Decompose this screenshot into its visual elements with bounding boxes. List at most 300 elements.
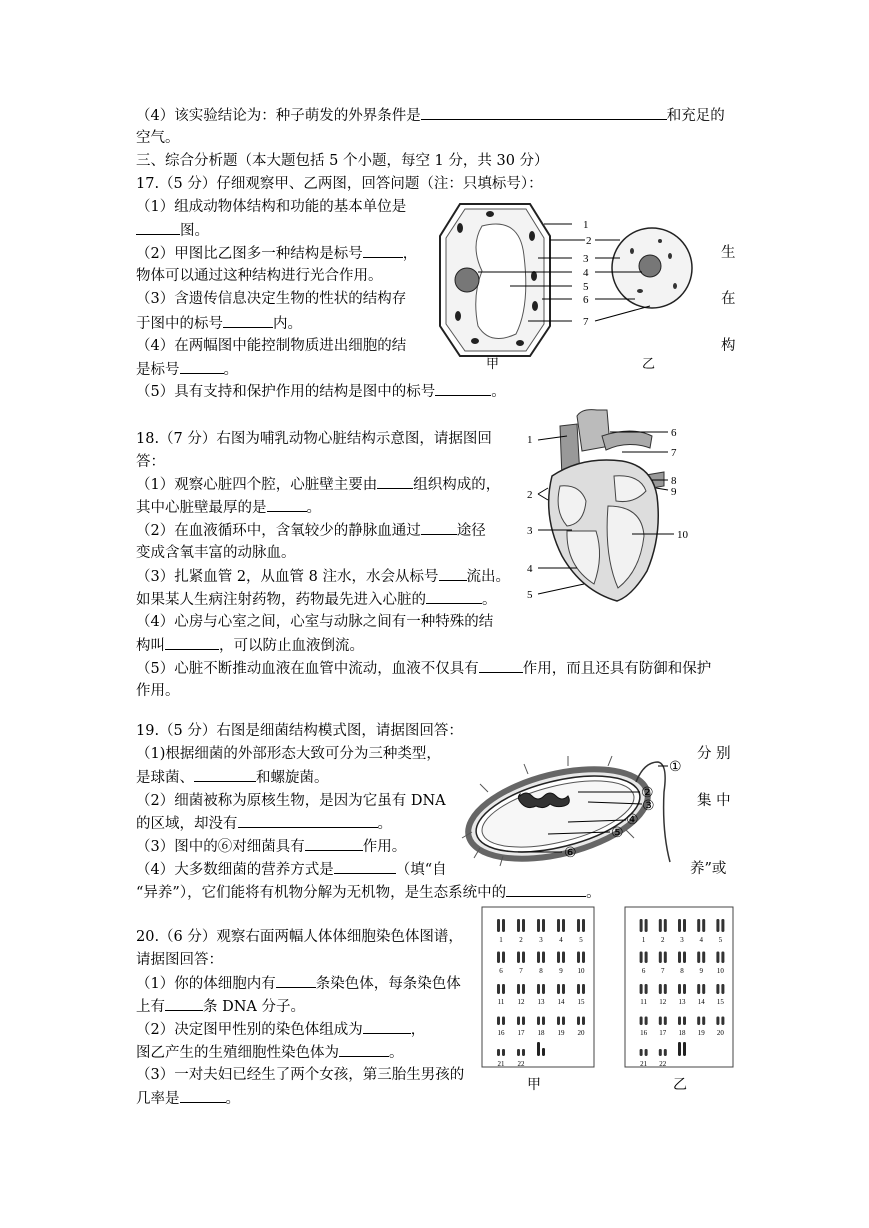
jia-sex-chromosome-2 bbox=[542, 1048, 545, 1056]
q19-stem bbox=[136, 721, 463, 741]
jia-chromosome-10 bbox=[577, 952, 580, 964]
yi-chromosome-13 bbox=[683, 984, 686, 994]
jia-chromosome-15 bbox=[577, 984, 580, 994]
q19-s1a bbox=[136, 744, 441, 764]
yi-chromosome-label-2: 2 bbox=[661, 936, 665, 944]
q20-s2a-post: ， bbox=[410, 1022, 426, 1038]
heart-pulmonary bbox=[602, 431, 652, 450]
yi-chromosome-20 bbox=[721, 1017, 724, 1026]
jia-chromosome-label-13: 13 bbox=[537, 998, 545, 1006]
yi-chromosome-11 bbox=[640, 984, 643, 994]
q19-s4a bbox=[136, 859, 447, 880]
q17-s2b-text: 物体可以通过这种结构进行光合作用。 bbox=[136, 268, 383, 284]
q17-s3a-end bbox=[721, 289, 736, 309]
yi-chromosome-15 bbox=[716, 984, 719, 994]
caption-jia-17: 甲 bbox=[486, 356, 500, 371]
q17-label-1: 1 bbox=[583, 219, 589, 231]
q18-s4b-post: ，可以防止血液倒流。 bbox=[219, 638, 364, 654]
yi-chromosome-label-8: 8 bbox=[680, 967, 684, 975]
q17-cell-figure bbox=[420, 196, 720, 371]
q19-s4b-post: 。 bbox=[586, 885, 601, 901]
q18-s4a bbox=[136, 612, 493, 632]
jia-chromosome-6 bbox=[497, 952, 500, 964]
jia-chromosome-17 bbox=[517, 1017, 520, 1026]
jia-chromosome-1 bbox=[502, 919, 505, 932]
q20-s3a bbox=[136, 1065, 464, 1085]
q20-s3b-text: 几率是 bbox=[136, 1091, 180, 1107]
q18-label-6: 6 bbox=[671, 427, 677, 439]
q19-label-4: ④ bbox=[626, 813, 639, 828]
yi-chromosome-label-18: 18 bbox=[678, 1029, 686, 1037]
q19-s4b-text: “异养”），它们能将有机物分解为无机物，是生态系统中的 bbox=[136, 885, 507, 901]
yi-chromosome-label-22: 22 bbox=[659, 1060, 667, 1068]
yi-chromosome-7 bbox=[659, 952, 662, 964]
jia-chromosome-18 bbox=[537, 1017, 540, 1026]
q19-s1a-end bbox=[697, 744, 731, 764]
q17-blank1[interactable] bbox=[136, 220, 180, 235]
q17-s5-post: 。 bbox=[491, 384, 506, 400]
yi-chromosome-6 bbox=[645, 952, 648, 964]
q20-s1b bbox=[136, 996, 305, 1017]
q18-s2b bbox=[136, 543, 296, 563]
yi-chromosome-label-1: 1 bbox=[641, 936, 646, 944]
yi-sex-chromosome-x bbox=[678, 1042, 681, 1056]
yi-chromosome-10 bbox=[716, 952, 719, 964]
yi-chromosome-label-3: 3 bbox=[680, 936, 684, 944]
yi-chromosome-4 bbox=[702, 919, 705, 932]
q17-label-6: 6 bbox=[583, 294, 589, 306]
yi-chromosome-label-14: 14 bbox=[697, 998, 705, 1006]
q17-s4a-text: （4）在两幅图中能控制物质进出细胞的结 bbox=[136, 338, 407, 354]
yi-chromosome-18 bbox=[678, 1017, 681, 1026]
plant-vacuole bbox=[476, 224, 526, 339]
yi-chromosome-label-11: 11 bbox=[640, 998, 647, 1006]
q20-blank5[interactable] bbox=[180, 1088, 226, 1103]
jia-chromosome-label-2: 2 bbox=[519, 936, 523, 944]
q16-text: （4）该实验结论为：种子萌发的外界条件是 bbox=[136, 108, 421, 124]
q17-s4b-text: 是标号 bbox=[136, 362, 180, 378]
yi-chromosome-22 bbox=[659, 1049, 662, 1056]
q17-s2a-end bbox=[721, 243, 736, 263]
jia-chromosome-8 bbox=[542, 952, 545, 964]
q20-s3a-text: （3）一对夫妇已经生了两个女孩，第三胎生男孩的 bbox=[136, 1067, 465, 1083]
yi-chromosome-14 bbox=[697, 984, 700, 994]
q17-label-2: 2 bbox=[586, 235, 592, 247]
q17-s4a-end bbox=[721, 336, 736, 356]
q18-s3b-post: 。 bbox=[482, 592, 497, 608]
q18-blank6[interactable] bbox=[165, 635, 219, 650]
q20-s2a bbox=[136, 1019, 425, 1040]
jia-chromosome-17 bbox=[522, 1017, 525, 1026]
q17-s1a bbox=[136, 197, 406, 217]
q18-s1b-post: 。 bbox=[306, 500, 321, 516]
jia-chromosome-14 bbox=[557, 984, 560, 994]
q20-stem-text: 20.（6 分）观察右面两幅人体体细胞染色体图谱， bbox=[136, 929, 463, 945]
yi-chromosome-1 bbox=[640, 919, 643, 932]
jia-chromosome-label-19: 19 bbox=[557, 1029, 565, 1037]
jia-sex-chromosome-x bbox=[537, 1042, 540, 1056]
q17-s3a-end-text: 在 bbox=[721, 291, 736, 307]
q17-s1a-text: （1）组成动物体结构和功能的基本单位是 bbox=[136, 199, 407, 215]
yi-chromosome-3 bbox=[678, 919, 681, 932]
jia-chromosome-20 bbox=[577, 1017, 580, 1026]
yi-chromosome-label-7: 7 bbox=[661, 967, 665, 975]
q16-blank[interactable] bbox=[421, 105, 667, 120]
q19-s1b-text: 是球菌、 bbox=[136, 770, 194, 786]
caption-yi-17: 乙 bbox=[642, 356, 656, 371]
q19-blank1[interactable] bbox=[194, 767, 256, 782]
q16-text-end: 和充足的 bbox=[666, 108, 725, 124]
jia-chromosome-19 bbox=[562, 1017, 565, 1026]
jia-chromosome-2 bbox=[517, 919, 520, 932]
yi-chromosome-12 bbox=[664, 984, 667, 994]
jia-chromosome-5 bbox=[582, 919, 585, 932]
q16-text2: 空气。 bbox=[136, 130, 180, 146]
q19-s1a-text: （1)根据细菌的外部形态大致可分为三种类型， bbox=[136, 746, 441, 762]
q18-label-1: 1 bbox=[527, 434, 533, 446]
q20-s1a-text: （1）你的体细胞内有 bbox=[136, 976, 276, 992]
yi-chromosome-label-19: 19 bbox=[697, 1029, 705, 1037]
jia-chromosome-3 bbox=[542, 919, 545, 932]
yi-chromosome-2 bbox=[664, 919, 667, 932]
yi-chromosome-22 bbox=[664, 1049, 667, 1056]
q18-label-3: 3 bbox=[527, 525, 533, 537]
q17-label-3: 3 bbox=[583, 253, 589, 265]
q19-s2a-end bbox=[697, 791, 731, 811]
q18-blank7[interactable] bbox=[479, 658, 523, 673]
q17-blank5[interactable] bbox=[435, 381, 491, 396]
q18-blank2[interactable] bbox=[267, 497, 307, 512]
q20-stem-text-b: 请据图回答： bbox=[136, 952, 223, 968]
q17-s4a bbox=[136, 336, 406, 356]
jia-chromosome-4 bbox=[562, 919, 565, 932]
q18-blank4[interactable] bbox=[439, 566, 467, 581]
q17-s2a: （2）甲图比乙图多一种结构是标号 ， bbox=[136, 243, 417, 264]
q18-s5a-text: （5）心脏不断推动血液在血管中流动，血液不仅具有 bbox=[136, 661, 479, 677]
q19-s4a-mid: （填“自 bbox=[395, 862, 447, 878]
q19-s1a-end-text: 分 别 bbox=[697, 746, 731, 762]
jia-chromosome-11 bbox=[502, 984, 505, 994]
plant-nucleus bbox=[455, 268, 479, 292]
q18-label-9: 9 bbox=[671, 486, 677, 498]
jia-chromosome-13 bbox=[542, 984, 545, 994]
q18-label-2: 2 bbox=[527, 489, 533, 501]
q17-s3b bbox=[136, 313, 302, 334]
q20-s2b-text: 图乙产生的生殖细胞性染色体为 bbox=[136, 1045, 339, 1061]
q19-s4a-text: （4）大多数细菌的营养方式是 bbox=[136, 862, 334, 878]
jia-chromosome-label-3: 3 bbox=[539, 936, 543, 944]
yi-chromosome-label-20: 20 bbox=[716, 1029, 724, 1037]
q18-s2a-post: 途径 bbox=[456, 523, 486, 539]
q18-s1a-text: （1）观察心脏四个腔，心脏壁主要由 bbox=[136, 477, 378, 493]
q19-s4b bbox=[136, 882, 601, 903]
yi-chromosome-17 bbox=[664, 1017, 667, 1026]
q18-s4b bbox=[136, 635, 364, 656]
q17-s4b-post: 。 bbox=[223, 362, 238, 378]
jia-chromosome-label-9: 9 bbox=[559, 967, 563, 975]
q19-s4a-end bbox=[690, 859, 726, 879]
q17-label-5: 5 bbox=[583, 281, 589, 293]
q18-s1b bbox=[136, 497, 321, 518]
yi-chromosome-18 bbox=[683, 1017, 686, 1026]
q20-s1a bbox=[136, 973, 461, 994]
yi-chromosome-6 bbox=[640, 952, 643, 964]
q20-s3b-post: 。 bbox=[225, 1091, 240, 1107]
karyo-caption-jia bbox=[527, 1075, 541, 1095]
yi-chromosome-8 bbox=[678, 952, 681, 964]
yi-chromosome-15 bbox=[721, 984, 724, 994]
yi-chromosome-1 bbox=[645, 919, 648, 932]
q18-s2a bbox=[136, 520, 486, 541]
yi-chromosome-label-13: 13 bbox=[678, 998, 686, 1006]
q18-s5b-text: 作用。 bbox=[136, 683, 180, 699]
yi-chromosome-21 bbox=[640, 1049, 643, 1056]
q17-s3a-text: （3）含遗传信息决定生物的性状的结构存 bbox=[136, 291, 407, 307]
yi-sex-chromosome-2 bbox=[683, 1042, 686, 1056]
jia-chromosome-21 bbox=[502, 1049, 505, 1056]
q16-line1 bbox=[136, 105, 725, 126]
karyotype-yi bbox=[624, 906, 734, 1086]
q17-s1b-text: 图。 bbox=[180, 223, 209, 239]
q20-s2b bbox=[136, 1042, 404, 1063]
jia-chromosome-8 bbox=[537, 952, 540, 964]
q18-s3a bbox=[136, 566, 510, 587]
q19-s2b bbox=[136, 813, 392, 834]
yi-chromosome-14 bbox=[702, 984, 705, 994]
q18-s4a-text: （4）心房与心室之间，心室与动脉之间有一种特殊的结 bbox=[136, 614, 494, 630]
q18-s3a-post: 流出。 bbox=[466, 569, 511, 585]
yi-chromosome-16 bbox=[645, 1017, 648, 1026]
yi-chromosome-16 bbox=[640, 1017, 643, 1026]
q19-s2b-text: 的区域，却没有 bbox=[136, 816, 238, 832]
q17-s4a-end-text: 构 bbox=[721, 338, 736, 354]
q19-blank2[interactable] bbox=[238, 813, 378, 828]
yi-chromosome-19 bbox=[697, 1017, 700, 1026]
q19-label-3: ③ bbox=[642, 799, 655, 814]
q18-heart-figure bbox=[522, 406, 702, 606]
q17-s4b bbox=[136, 359, 238, 380]
q20-s2b-post: 。 bbox=[389, 1045, 404, 1061]
q18-s2b-text: 变成含氧丰富的动脉血。 bbox=[136, 545, 296, 561]
yi-chromosome-label-10: 10 bbox=[716, 967, 724, 975]
q19-s2a-text: （2）细菌被称为原核生物，是因为它虽有 DNA bbox=[136, 793, 446, 809]
yi-chromosome-11 bbox=[645, 984, 648, 994]
q16-line2 bbox=[136, 128, 180, 148]
yi-chromosome-17 bbox=[659, 1017, 662, 1026]
jia-chromosome-7 bbox=[517, 952, 520, 964]
q18-s1a-post: 组织构成的， bbox=[413, 477, 501, 493]
q17-s3a bbox=[136, 289, 406, 309]
q18-label-5: 5 bbox=[527, 589, 533, 601]
q18-blank5[interactable] bbox=[426, 589, 482, 604]
jia-chromosome-11 bbox=[497, 984, 500, 994]
yi-chromosome-label-17: 17 bbox=[659, 1029, 667, 1037]
jia-chromosome-label-7: 7 bbox=[519, 967, 523, 975]
jia-chromosome-2 bbox=[522, 919, 525, 932]
q18-blank3[interactable] bbox=[421, 520, 457, 535]
q17-s2a-text: （2）甲图比乙图多一种结构是标号 bbox=[136, 246, 363, 262]
q19-label-1: ① bbox=[669, 760, 682, 775]
jia-chromosome-label-15: 15 bbox=[577, 998, 585, 1006]
q19-label-6: ⑥ bbox=[564, 846, 577, 861]
yi-chromosome-7 bbox=[664, 952, 667, 964]
karyo-caption-yi bbox=[673, 1075, 687, 1095]
yi-chromosome-2 bbox=[659, 919, 662, 932]
q17-label-7: 7 bbox=[583, 316, 589, 328]
q19-s3-post: 作用。 bbox=[362, 839, 407, 855]
q18-label-7: 7 bbox=[671, 447, 677, 459]
q17-stem bbox=[136, 174, 543, 194]
q20-blank1[interactable] bbox=[276, 973, 316, 988]
q18-s5a bbox=[136, 658, 711, 679]
q17-s5-text: （5）具有支持和保护作用的结构是图中的标号 bbox=[136, 384, 436, 400]
q17-number-labels bbox=[583, 219, 592, 328]
q20-s1b-text: 上有 bbox=[136, 999, 165, 1015]
jia-chromosome-12 bbox=[517, 984, 520, 994]
q20-blank2[interactable] bbox=[165, 996, 203, 1011]
q19-s2b-post: 。 bbox=[377, 816, 392, 832]
q18-s3b bbox=[136, 589, 497, 610]
q17-label-4: 4 bbox=[583, 267, 589, 279]
q19-blank3[interactable] bbox=[305, 836, 363, 851]
yi-chromosome-4 bbox=[697, 919, 700, 932]
jia-chromosome-label-1: 1 bbox=[499, 936, 503, 944]
jia-chromosome-12 bbox=[522, 984, 525, 994]
q18-label-8: 8 bbox=[671, 475, 677, 487]
jia-chromosome-label-20: 20 bbox=[577, 1029, 585, 1037]
q18-stem-text: 18.（7 分）右图为哺乳动物心脏结构示意图，请据图回 bbox=[136, 431, 492, 447]
yi-chromosome-label-16: 16 bbox=[640, 1029, 648, 1037]
yi-chromosome-9 bbox=[697, 952, 700, 964]
jia-chromosome-3 bbox=[537, 919, 540, 932]
q18-s2a-text: （2）在血液循环中，含氧较少的静脉血通过 bbox=[136, 523, 421, 539]
jia-chromosome-label-8: 8 bbox=[539, 967, 543, 975]
q17-s2a-end-text: 生 bbox=[721, 245, 736, 261]
jia-chromosome-9 bbox=[557, 952, 560, 964]
yi-chromosome-19 bbox=[702, 1017, 705, 1026]
yi-chromosome-20 bbox=[716, 1017, 719, 1026]
yi-chromosome-label-4: 4 bbox=[699, 936, 703, 944]
q20-blank4[interactable] bbox=[339, 1042, 389, 1057]
jia-chromosome-21 bbox=[497, 1049, 500, 1056]
jia-chromosome-18 bbox=[542, 1017, 545, 1026]
jia-chromosome-5 bbox=[577, 919, 580, 932]
jia-chromosome-16 bbox=[502, 1017, 505, 1026]
jia-chromosome-label-22: 22 bbox=[517, 1060, 525, 1068]
yi-chromosome-13 bbox=[678, 984, 681, 994]
jia-chromosome-1 bbox=[497, 919, 500, 932]
jia-chromosome-4 bbox=[557, 919, 560, 932]
jia-chromosome-13 bbox=[537, 984, 540, 994]
q20-s3b bbox=[136, 1088, 240, 1109]
jia-chromosome-22 bbox=[517, 1049, 520, 1056]
q20-s1b-post: 条 DNA 分子。 bbox=[203, 999, 306, 1015]
q19-label-2: ② bbox=[641, 786, 654, 801]
jia-chromosome-10 bbox=[582, 952, 585, 964]
yi-chromosome-label-6: 6 bbox=[641, 967, 646, 975]
jia-chromosome-9 bbox=[562, 952, 565, 964]
caption-yi-20: 乙 bbox=[673, 1077, 687, 1093]
q20-blank3[interactable] bbox=[363, 1019, 411, 1034]
q19-s1b bbox=[136, 767, 329, 788]
q18-s4b-text: 构叫 bbox=[136, 638, 165, 654]
heart-right-ventricle bbox=[567, 531, 600, 584]
karyotype-jia bbox=[481, 906, 595, 1086]
jia-chromosome-label-21: 21 bbox=[497, 1060, 505, 1068]
q17-blank3[interactable] bbox=[223, 313, 273, 328]
q19-bacterium-figure bbox=[458, 752, 694, 867]
q18-label-4: 4 bbox=[527, 563, 533, 575]
q18-stem-a bbox=[136, 429, 492, 449]
q17-s1b bbox=[136, 220, 209, 241]
section-title: 三、综合分析题（本大题包括 5 个小题，每空 1 分，共 30 分） bbox=[136, 153, 549, 169]
jia-chromosome-7 bbox=[522, 952, 525, 964]
yi-chromosome-9 bbox=[702, 952, 705, 964]
jia-chromosome-label-11: 11 bbox=[497, 998, 505, 1006]
jia-chromosome-label-5: 5 bbox=[579, 936, 583, 944]
q18-label-10: 10 bbox=[677, 529, 688, 541]
q18-s1b-text: 其中心脏壁最厚的是 bbox=[136, 500, 267, 516]
q18-stem-b bbox=[136, 452, 165, 472]
q19-s4a-end-text: 养”或 bbox=[690, 861, 727, 877]
jia-chromosome-label-10: 10 bbox=[577, 967, 585, 975]
q17-s3b-text: 于图中的标号 bbox=[136, 316, 223, 332]
q20-s1a-post: 条染色体，每条染色体 bbox=[315, 976, 461, 992]
q19-s3-text: （3）图中的⑥对细菌具有 bbox=[136, 839, 305, 855]
yi-chromosome-label-5: 5 bbox=[718, 936, 723, 944]
q19-blank4[interactable] bbox=[334, 859, 396, 874]
section3-title bbox=[136, 151, 549, 171]
q17-blank2[interactable] bbox=[363, 243, 403, 258]
q18-s1a bbox=[136, 474, 500, 495]
animal-nucleus bbox=[639, 255, 661, 277]
q20-stem-a bbox=[136, 927, 463, 947]
q18-s3a-text: （3）扎紧血管 2，从血管 8 注水，水会从标号 bbox=[136, 569, 439, 585]
jia-chromosome-label-17: 17 bbox=[517, 1029, 525, 1037]
jia-chromosome-19 bbox=[557, 1017, 560, 1026]
jia-chromosome-label-14: 14 bbox=[557, 998, 565, 1006]
q18-blank1[interactable] bbox=[377, 474, 413, 489]
jia-chromosome-label-4: 4 bbox=[559, 936, 563, 944]
q17-blank4[interactable] bbox=[180, 359, 224, 374]
jia-chromosome-label-18: 18 bbox=[537, 1029, 545, 1037]
q20-s2a-text: （2）决定图甲性别的染色体组成为 bbox=[136, 1022, 363, 1038]
jia-chromosome-15 bbox=[582, 984, 585, 994]
jia-chromosome-22 bbox=[522, 1049, 525, 1056]
q17-s5 bbox=[136, 381, 506, 402]
q19-blank5[interactable] bbox=[506, 882, 586, 897]
yi-chromosome-21 bbox=[645, 1049, 648, 1056]
caption-jia-20: 甲 bbox=[527, 1077, 541, 1093]
q20-stem-b bbox=[136, 950, 223, 970]
q18-s3b-text: 如果某人生病注射药物，药物最先进入心脏的 bbox=[136, 592, 426, 608]
jia-chromosome-14 bbox=[562, 984, 565, 994]
yi-chromosome-3 bbox=[683, 919, 686, 932]
jia-chromosome-label-16: 16 bbox=[497, 1029, 505, 1037]
q19-s2a bbox=[136, 791, 446, 811]
q17-stem-text: 17.（5 分）仔细观察甲、乙两图，回答问题（注：只填标号）： bbox=[136, 176, 543, 192]
q19-stem-text: 19.（5 分）右图是细菌结构模式图，请据图回答： bbox=[136, 723, 463, 739]
q19-s2a-end-text: 集 中 bbox=[697, 793, 731, 809]
yi-chromosome-5 bbox=[721, 919, 724, 932]
q17-s3b-post: 内。 bbox=[273, 316, 302, 332]
yi-chromosome-12 bbox=[659, 984, 662, 994]
jia-chromosome-16 bbox=[497, 1017, 500, 1026]
q19-label-5: ⑤ bbox=[611, 826, 624, 841]
q18-s5b bbox=[136, 681, 180, 701]
yi-chromosome-label-12: 12 bbox=[659, 998, 667, 1006]
yi-chromosome-5 bbox=[716, 919, 719, 932]
